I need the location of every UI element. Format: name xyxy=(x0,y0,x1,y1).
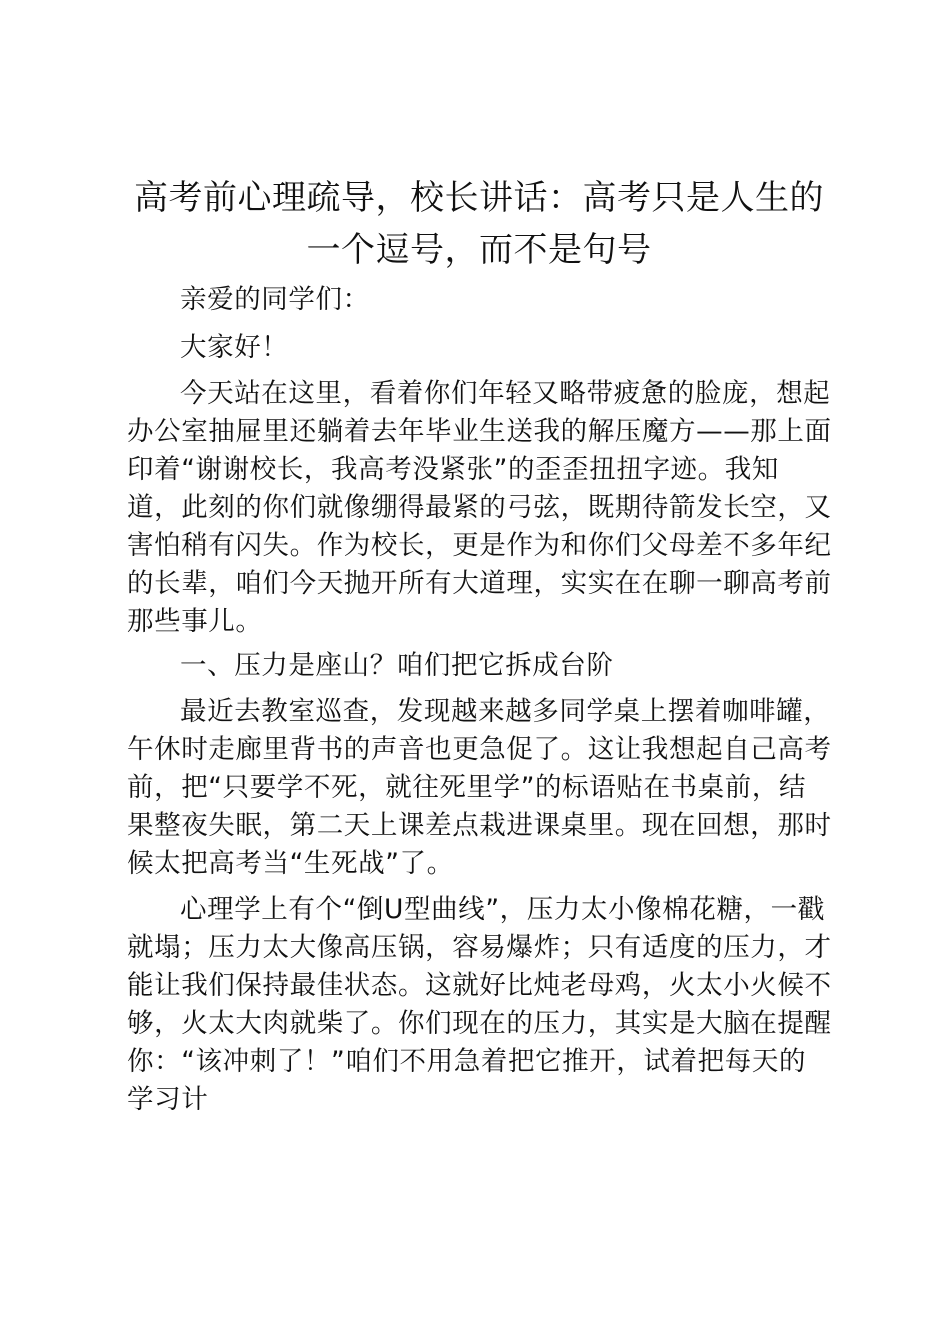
document-body xyxy=(127,281,832,1119)
paragraph-intro: 今天站在这里，看着你们年轻又略带疲惫的脸庞，想起办公室抽屉里还躺着去年毕业生送我的解压魔方——那上面印着“谢谢校长，我高考没紧张”的歪歪扭扭字迹。我知道，此刻的你们就像绷得最紧的弓弦，既期待箭发长空，又害怕稍有闪失。作为校长，更是作为和你们父母差不多年纪的长辈，咱们今天抛开所有大道理，实实在在聊一聊高考前那些事儿。 xyxy=(127,378,832,637)
greeting: 大家好！ xyxy=(180,332,289,363)
paragraph-classroom: 最近去教室巡查，发现越来越多同学桌上摆着咖啡罐，午休时走廊里背书的声音也更急促了。这让我想起自己高考前，把“只要学不死，就往死里学”的标语贴在书桌前，结果整夜失眠，第二天上课差点栽进课桌里。现在回想，那时候太把高考当“生死战”了。 xyxy=(127,696,832,879)
paragraph-psychology: 心理学上有个“倒U型曲线”，压力太小像棉花糖，一戳就塌；压力太大像高压锅，容易爆炸；只有适度的压力，才能让我们保持最佳状态。这就好比炖老母鸡，火太小火候不够，火太大肉就柴了。你们现在的压力，其实是大脑在提醒你：“该冲刺了！”咱们不用急着把它推开，试着把每天的学习计 xyxy=(127,894,832,1115)
document-title: 高考前心理疏导，校长讲话：高考只是人生的一个逗号，而不是句号 xyxy=(134,178,824,270)
salutation: 亲爱的同学们： xyxy=(180,284,370,315)
section-heading-1: 一、压力是座山？咱们把它拆成台阶 xyxy=(180,650,614,681)
